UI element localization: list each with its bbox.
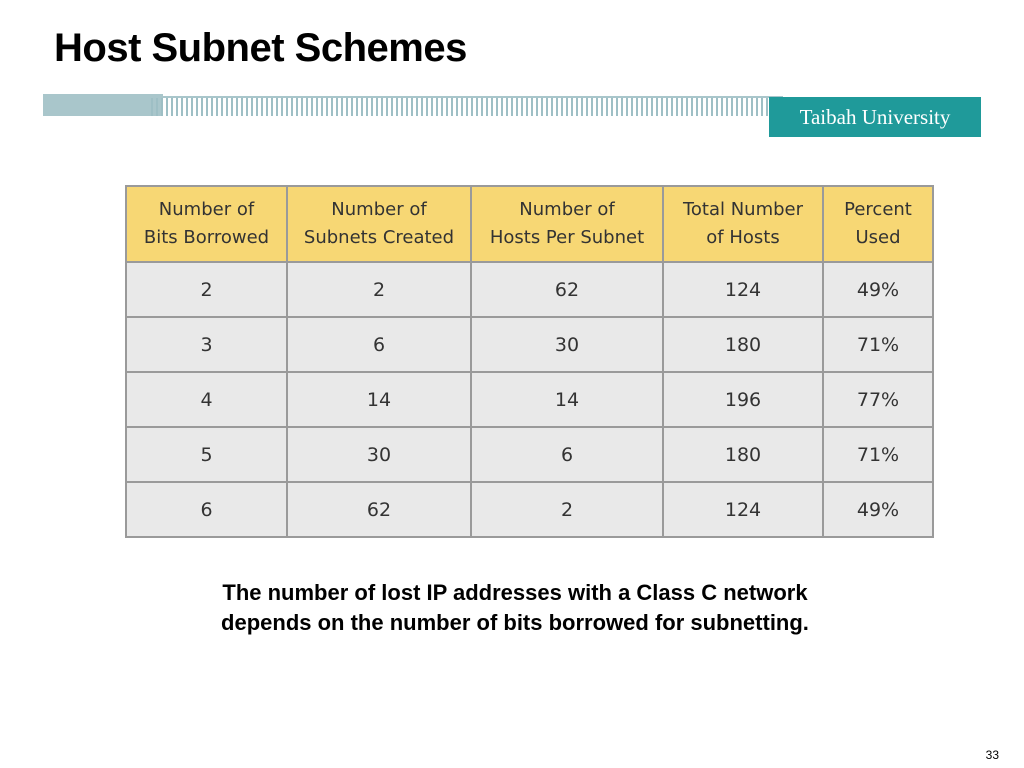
table-cell: 124 [663, 482, 823, 537]
header-bits-borrowed [126, 186, 287, 262]
slide-title: Host Subnet Schemes [54, 26, 467, 70]
header-line: Percent [844, 199, 912, 220]
table-cell: 14 [471, 372, 663, 427]
table-cell: 62 [471, 262, 663, 317]
header-line: Number of [331, 199, 427, 220]
header-line: Hosts Per Subnet [489, 227, 645, 248]
table-cell: 77% [823, 372, 933, 427]
table-header-row [126, 186, 933, 262]
table-cell: 2 [126, 262, 287, 317]
table-cell: 180 [663, 317, 823, 372]
caption-line-1: The number of lost IP addresses with a Class C network [222, 580, 808, 605]
table-cell: 2 [471, 482, 663, 537]
header-total-hosts [663, 186, 823, 262]
table-cell: 180 [663, 427, 823, 482]
table-row [126, 482, 933, 537]
caption-line-2: depends on the number of bits borrowed for subnetting. [221, 610, 809, 635]
header-banner [43, 94, 783, 122]
table-cell: 5 [126, 427, 287, 482]
header-hosts-per-subnet [471, 186, 663, 262]
table-cell: 196 [663, 372, 823, 427]
header-line: of Hosts [706, 227, 780, 248]
table-cell: 3 [126, 317, 287, 372]
table-cell: 6 [471, 427, 663, 482]
slide-caption [130, 578, 900, 638]
banner-stripes [151, 98, 783, 116]
subnet-table [125, 185, 934, 538]
banner-solid-bar [43, 94, 163, 122]
table-cell: 4 [126, 372, 287, 427]
table-cell: 6 [126, 482, 287, 537]
table-cell: 49% [823, 262, 933, 317]
table-row [126, 427, 933, 482]
table-cell: 62 [287, 482, 471, 537]
table-cell: 30 [471, 317, 663, 372]
table-cell: 124 [663, 262, 823, 317]
header-line: Number of [519, 199, 615, 220]
table-row [126, 372, 933, 427]
table-cell: 30 [287, 427, 471, 482]
university-label: Taibah University [769, 97, 981, 137]
table-cell: 6 [287, 317, 471, 372]
header-line: Subnets Created [303, 227, 455, 248]
table-row [126, 317, 933, 372]
table-row [126, 262, 933, 317]
header-line: Used [855, 227, 901, 248]
table-cell: 71% [823, 317, 933, 372]
header-percent-used [823, 186, 933, 262]
header-line: Total Number [682, 199, 804, 220]
subnet-table-container [125, 185, 934, 538]
header-subnets-created [287, 186, 471, 262]
table-cell: 49% [823, 482, 933, 537]
header-line: Bits Borrowed [143, 227, 270, 248]
page-number: 33 [985, 748, 999, 762]
table-cell: 71% [823, 427, 933, 482]
table-cell: 2 [287, 262, 471, 317]
header-line: Number of [158, 199, 255, 220]
table-cell: 14 [287, 372, 471, 427]
